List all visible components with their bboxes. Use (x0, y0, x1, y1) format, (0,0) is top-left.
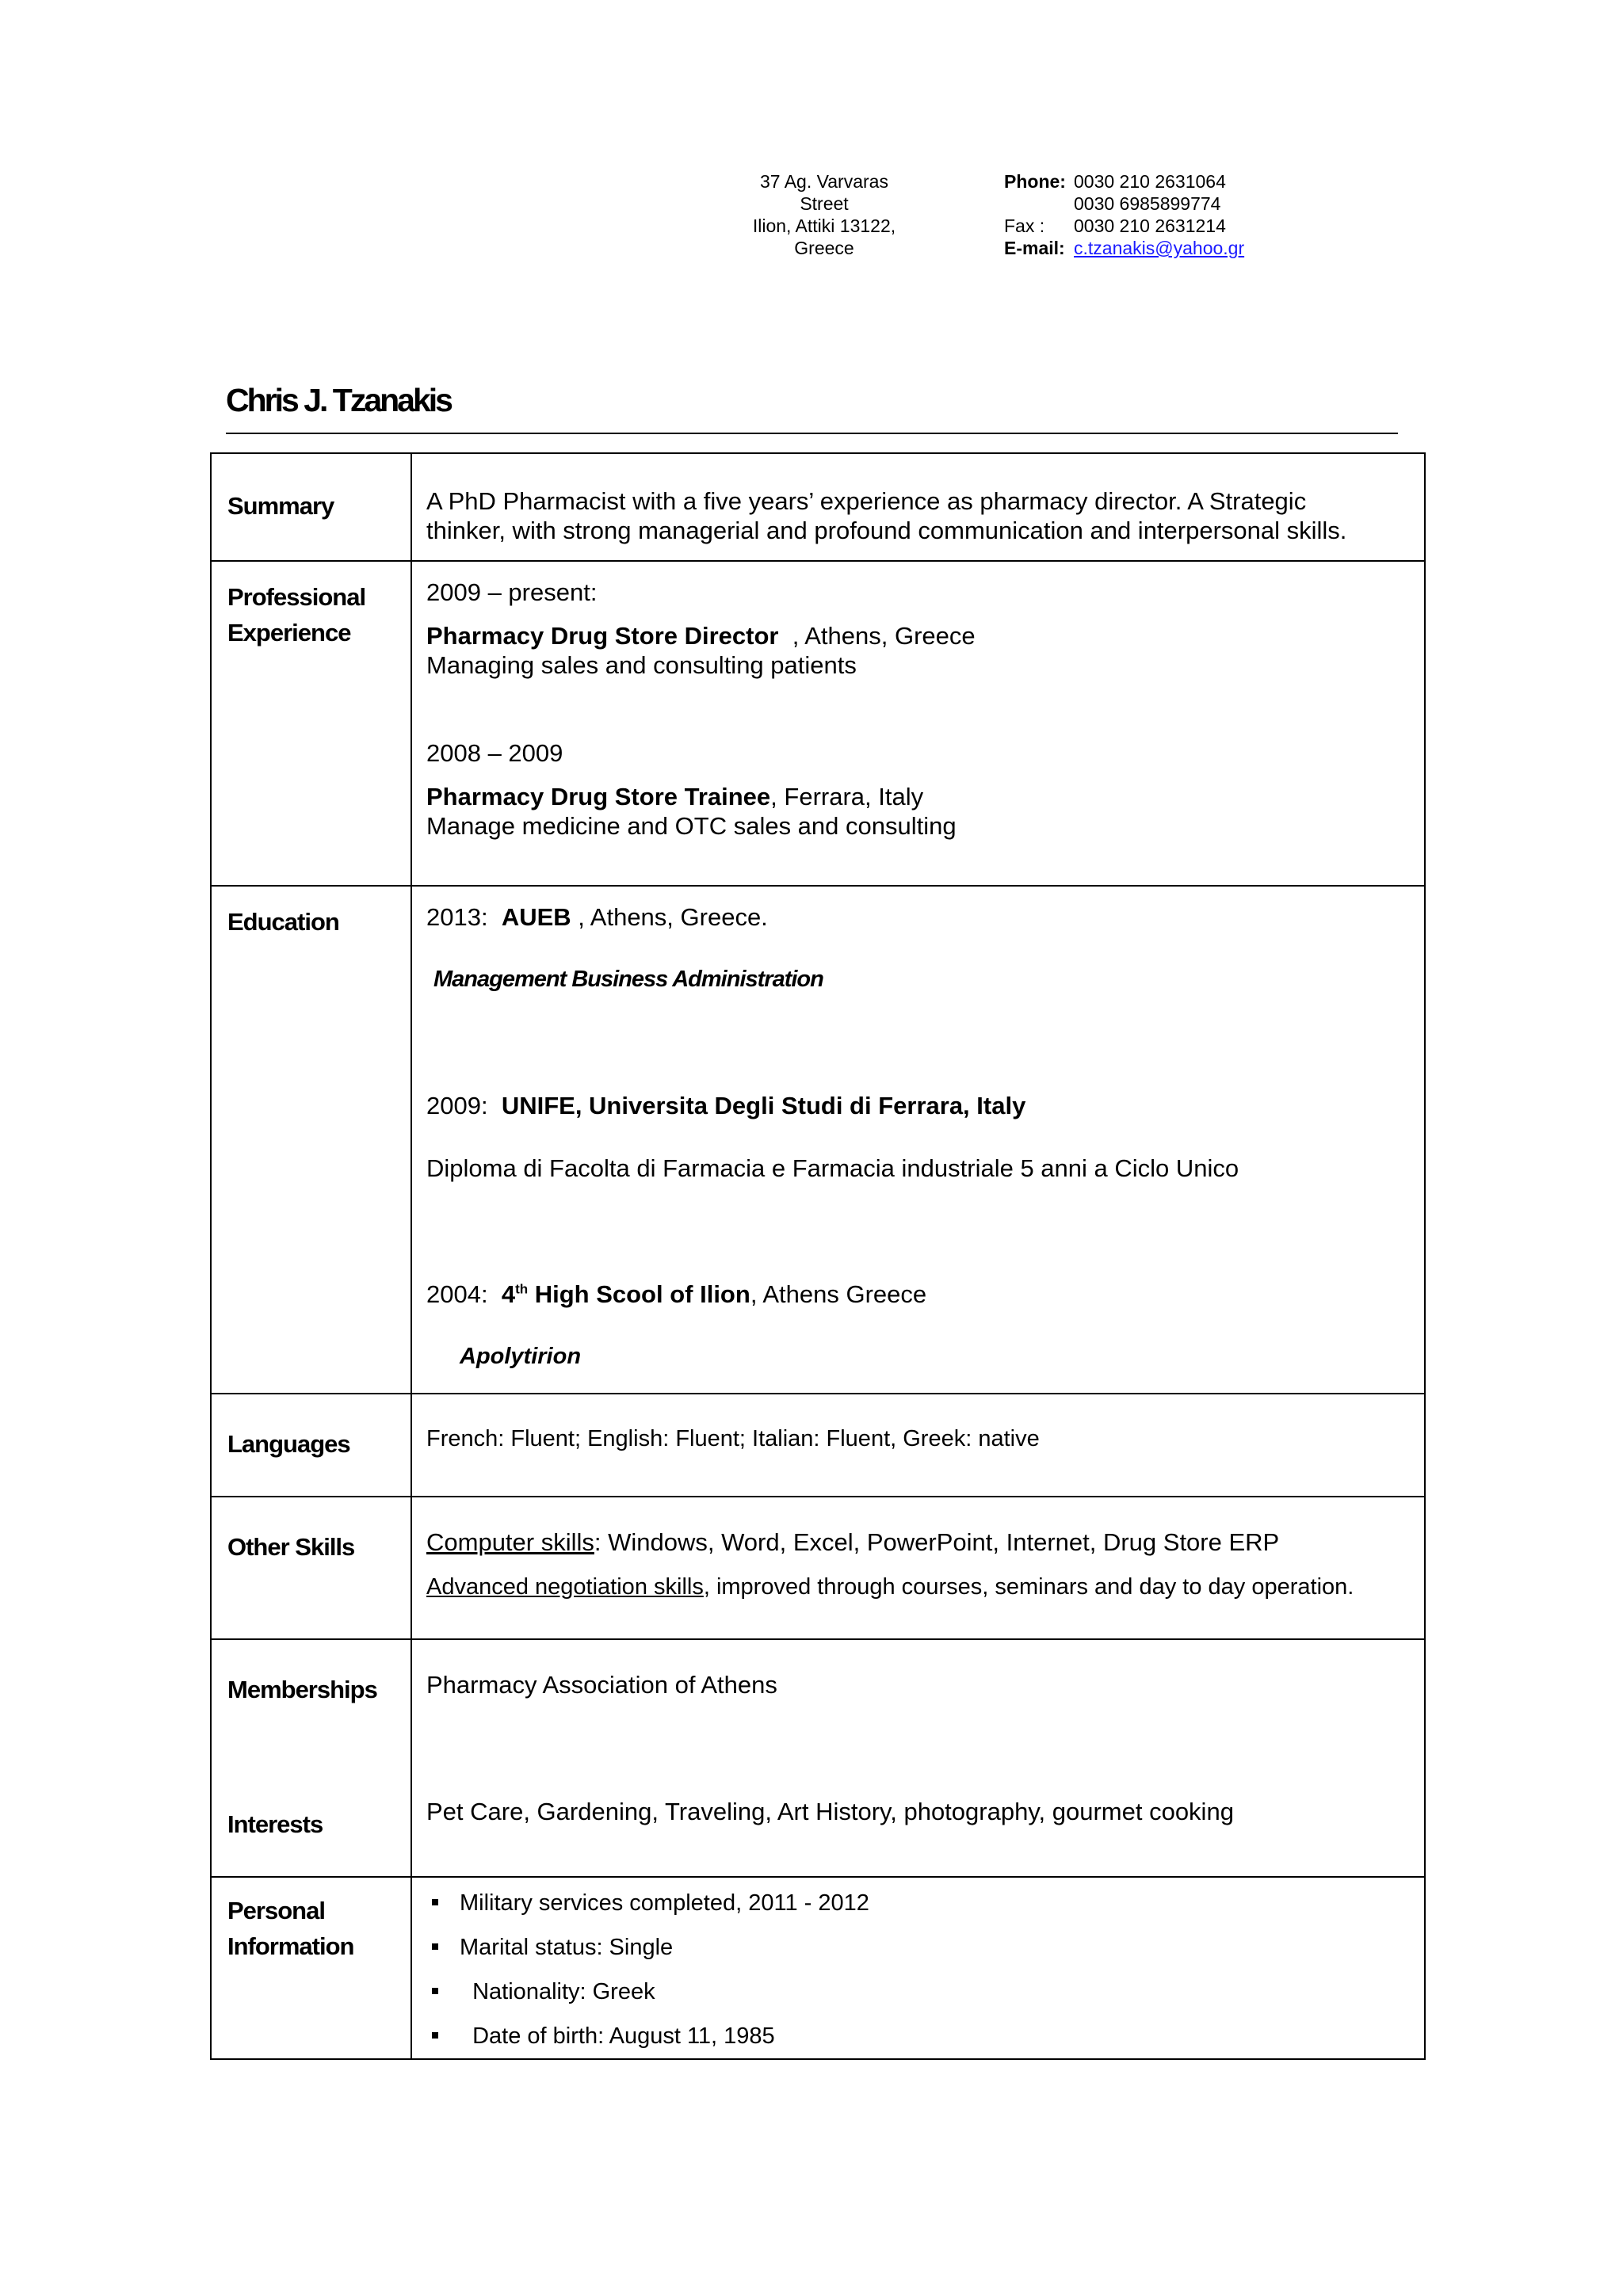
fax-number: 0030 210 2631214 (1074, 215, 1226, 236)
languages-text: French: Fluent; English: Fluent; Italian: Fluent, Greek: native (426, 1426, 1040, 1451)
languages-label: Languages (227, 1430, 350, 1458)
job-title: Pharmacy Drug Store Director (426, 622, 779, 650)
edu-year: 2013: (426, 903, 488, 931)
experience-label: Professional (227, 583, 366, 611)
edu-degree: Diploma di Facolta di Farmacia e Farmacia industriale 5 anni a Ciclo Unico (426, 1154, 1239, 1182)
summary-row (211, 453, 1425, 561)
edu-school-ordinal: th (515, 1281, 529, 1297)
mobile-number: 0030 6985899774 (1074, 193, 1221, 214)
summary-line: A PhD Pharmacist with a five years’ experience as pharmacy director. A Strategic (426, 487, 1307, 515)
skills-label: Other Skills (227, 1533, 355, 1561)
job-period: 2008 – 2009 (426, 739, 563, 767)
list-item: Marital status: Single (426, 1925, 1405, 1970)
computer-skills-text: : Windows, Word, Excel, PowerPoint, Internet, Drug Store ERP (594, 1528, 1280, 1556)
skills-row (211, 1497, 1425, 1639)
job-location: , Ferrara, Italy (770, 783, 924, 810)
job-title: Pharmacy Drug Store Trainee (426, 783, 771, 810)
interests-label: Interests (227, 1810, 323, 1838)
list-item: Nationality: Greek (426, 1970, 1405, 2014)
summary-label: Summary (227, 492, 334, 520)
email-link[interactable]: c.tzanakis@yahoo.gr (1074, 238, 1245, 258)
edu-school: UNIFE, Universita Degli Studi di Ferrara, Italy (501, 1092, 1026, 1119)
languages-row (211, 1394, 1425, 1497)
edu-year: 2004: (426, 1280, 488, 1308)
edu-location: , Athens Greece (750, 1280, 927, 1308)
fax-label: Fax : (1004, 215, 1045, 236)
title-divider (226, 433, 1398, 434)
address-line: Ilion, Attiki 13122, (752, 215, 896, 236)
experience-row (211, 561, 1425, 886)
education-row (211, 886, 1425, 1394)
bullet-square-icon (432, 1988, 438, 1994)
phone-label: Phone: (1004, 171, 1066, 192)
computer-skills-label: Computer skills (426, 1528, 594, 1556)
bullet-square-icon (432, 1899, 438, 1905)
edu-degree: Apolytirion (460, 1344, 582, 1369)
email-label: E-mail: (1004, 238, 1065, 258)
memberships-label: Memberships (227, 1676, 377, 1703)
job-description: Managing sales and consulting patients (426, 651, 857, 679)
edu-school-number: 4 (501, 1280, 516, 1308)
list-item: Date of birth: August 11, 1985 (426, 2014, 1405, 2058)
job-period: 2009 – present: (426, 578, 598, 606)
address-block (729, 170, 919, 259)
memberships-interests-row (211, 1639, 1425, 1877)
page-title: Chris J. Tzanakis (226, 382, 451, 418)
phone-number: 0030 210 2631064 (1074, 171, 1226, 192)
address-line: Greece (794, 238, 854, 258)
memberships-text: Pharmacy Association of Athens (426, 1671, 777, 1699)
list-item: Military services completed, 2011 - 2012 (426, 1881, 1405, 1925)
job-location: , Athens, Greece (778, 622, 976, 650)
interests-text: Pet Care, Gardening, Traveling, Art History, photography, gourmet cooking (426, 1798, 1234, 1825)
edu-degree: Management Business Administration (433, 967, 823, 992)
personal-label: Information (227, 1932, 354, 1960)
bullet-square-icon (432, 1943, 438, 1950)
edu-location: , Athens, Greece. (571, 903, 768, 931)
personal-row (211, 1877, 1425, 2059)
cv-table (210, 452, 1426, 2060)
negotiation-skills-text: , improved through courses, seminars and day to day operation. (703, 1574, 1354, 1600)
education-label: Education (227, 908, 339, 936)
contact-block (1004, 170, 1337, 259)
edu-school: High Scool of Ilion (528, 1280, 750, 1308)
summary-line: thinker, with strong managerial and profound communication and interpersonal skills. (426, 517, 1347, 544)
address-line: Street (800, 193, 849, 214)
edu-year: 2009: (426, 1092, 488, 1119)
personal-label: Personal (227, 1897, 325, 1924)
address-line: 37 Ag. Varvaras (760, 171, 888, 192)
experience-label: Experience (227, 619, 351, 646)
edu-school: AUEB (501, 903, 571, 931)
bullet-square-icon (432, 2032, 438, 2039)
job-description: Manage medicine and OTC sales and consulting (426, 812, 957, 840)
negotiation-skills-label: Advanced negotiation skills (426, 1574, 704, 1600)
